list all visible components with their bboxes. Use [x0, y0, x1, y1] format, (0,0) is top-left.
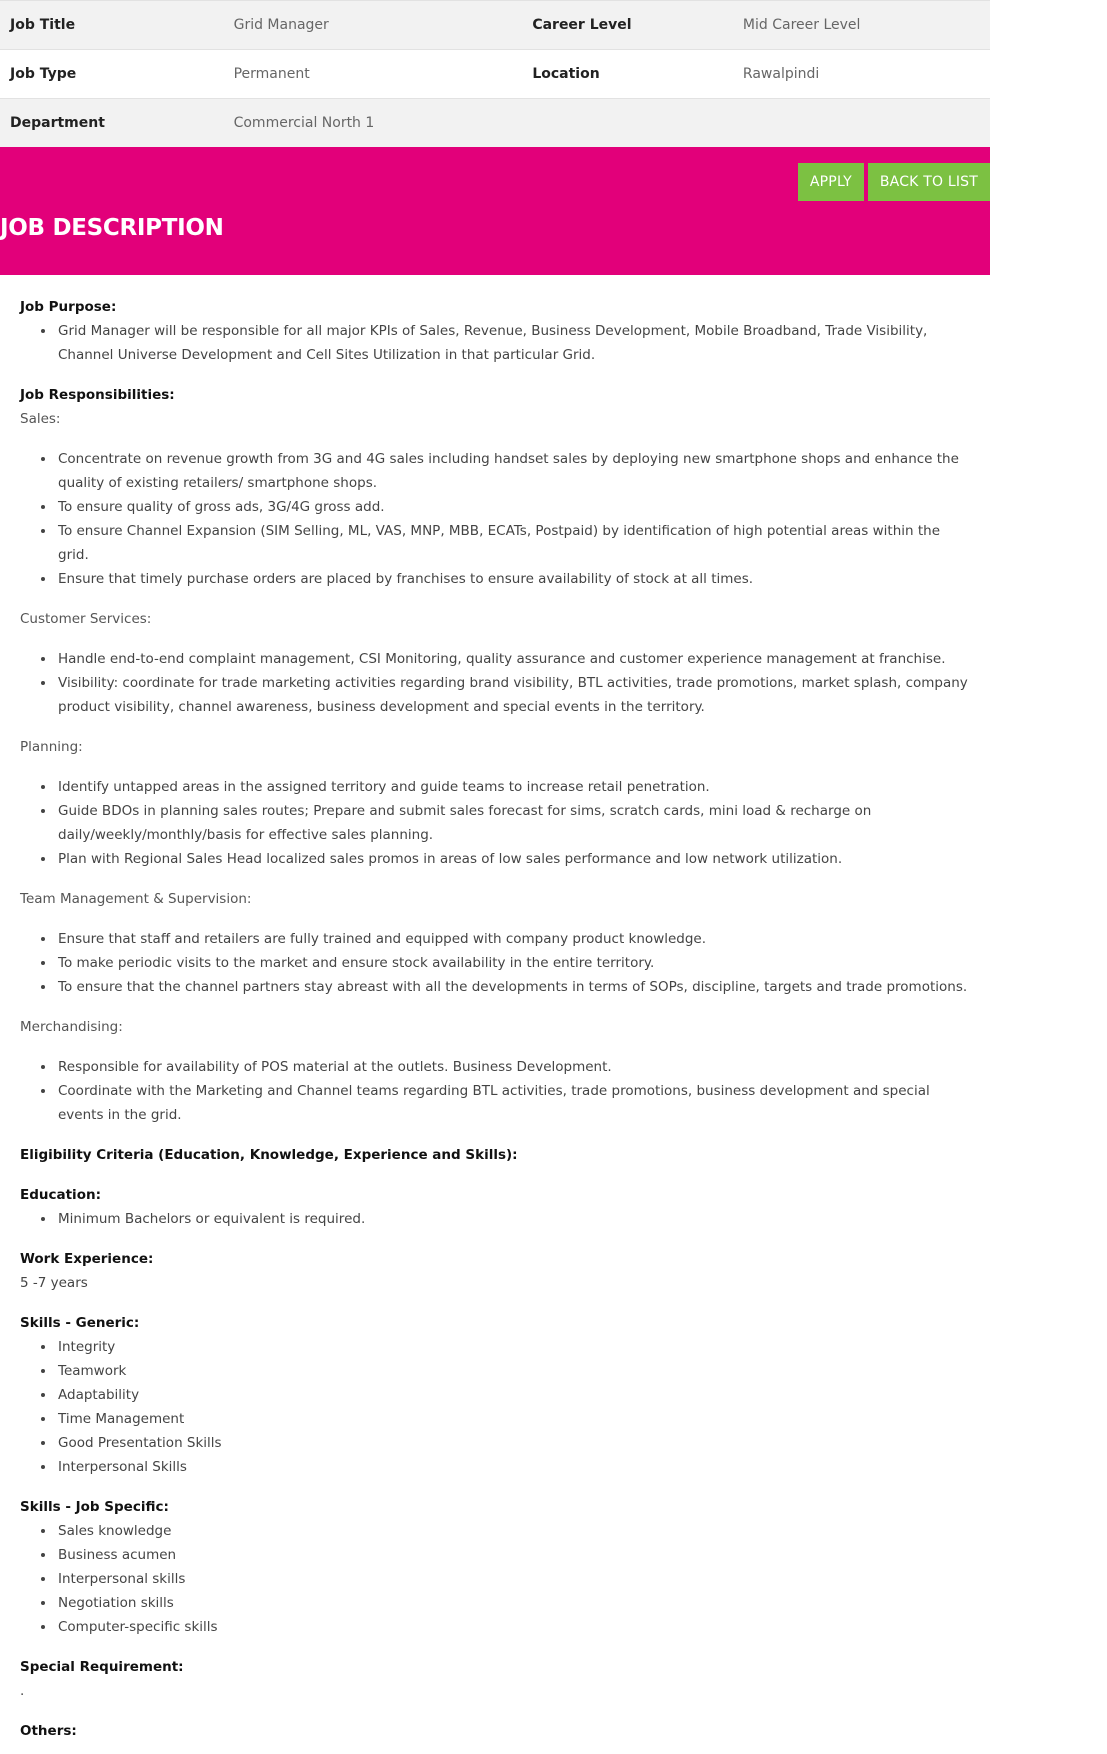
- info-value: Commercial North 1: [224, 99, 523, 148]
- planning-list: [20, 775, 970, 871]
- skills-generic-heading: Skills - Generic:: [20, 1315, 140, 1331]
- job-purpose-heading: Job Purpose:: [20, 299, 117, 315]
- list-item: • Ensure that timely purchase orders are placed by franchises to ensure availability of stock at all times.: [56, 567, 970, 591]
- job-responsibilities-heading: Job Responsibilities:: [20, 387, 175, 403]
- list-item: • Minimum Bachelors or equivalent is required.: [56, 1207, 970, 1231]
- customer-services-subheading: Customer Services:: [20, 611, 152, 627]
- info-label: Career Level: [522, 1, 733, 50]
- list-item: • Interpersonal skills: [56, 1567, 970, 1591]
- list-item: • Concentrate on revenue growth from 3G and 4G sales including handset sales by deploying new smartphone shops and enhance the quality of existing retailers/ smartphone shops.: [56, 447, 970, 495]
- list-item: • Adaptability: [56, 1383, 970, 1407]
- list-item: • Visibility: coordinate for trade marketing activities regarding brand visibility, BTL activities, trade promotions, market splash, company product visibility, channel awareness, business development and special events in the territory.: [56, 671, 970, 719]
- work-experience-text: 5 -7 years: [20, 1275, 88, 1291]
- team-management-subheading: Team Management & Supervision:: [20, 891, 252, 907]
- work-experience-heading: Work Experience:: [20, 1251, 154, 1267]
- job-description-header: [0, 147, 990, 275]
- info-row: [0, 99, 990, 148]
- list-item: • To make periodic visits to the market and ensure stock availability in the entire territory.: [56, 951, 970, 975]
- info-value: Rawalpindi: [733, 50, 990, 99]
- list-item: • Grid Manager will be responsible for all major KPIs of Sales, Revenue, Business Development, Mobile Broadband, Trade Visibility, Channel Universe Development and Cell Sites Utilization in that particular Grid.: [56, 319, 970, 367]
- others-heading: Others:: [20, 1723, 77, 1739]
- skills-generic-list: [20, 1335, 970, 1479]
- list-item: • Integrity: [56, 1335, 970, 1359]
- job-purpose-list: [20, 319, 970, 367]
- sales-list: [20, 447, 970, 591]
- skills-specific-list: [20, 1519, 970, 1639]
- planning-subheading: Planning:: [20, 739, 83, 755]
- list-item: • Ensure that staff and retailers are fully trained and equipped with company product knowledge.: [56, 927, 970, 951]
- list-item: • To ensure Channel Expansion (SIM Selling, ML, VAS, MNP, MBB, ECATs, Postpaid) by identification of high potential areas within the grid.: [56, 519, 970, 567]
- special-requirement-text: .: [20, 1683, 25, 1699]
- info-row: [0, 50, 990, 99]
- info-label: Department: [0, 99, 224, 148]
- customer-services-list: [20, 647, 970, 719]
- list-item: • Interpersonal Skills: [56, 1455, 970, 1479]
- info-label: Job Type: [0, 50, 224, 99]
- section-title: JOB DESCRIPTION: [0, 215, 224, 241]
- back-to-list-button[interactable]: BACK TO LIST: [868, 163, 990, 201]
- job-description-body: [0, 275, 990, 1743]
- info-label: Job Title: [0, 1, 224, 50]
- list-item: • Handle end-to-end complaint management, CSI Monitoring, quality assurance and customer experience management at franchise.: [56, 647, 970, 671]
- list-item: • Good Presentation Skills: [56, 1431, 970, 1455]
- education-heading: Education:: [20, 1187, 101, 1203]
- list-item: • Teamwork: [56, 1359, 970, 1383]
- list-item: • Plan with Regional Sales Head localized sales promos in areas of low sales performance and low network utilization.: [56, 847, 970, 871]
- list-item: • Identify untapped areas in the assigned territory and guide teams to increase retail penetration.: [56, 775, 970, 799]
- list-item: • Sales knowledge: [56, 1519, 970, 1543]
- info-value: Permanent: [224, 50, 523, 99]
- list-item: • Business acumen: [56, 1543, 970, 1567]
- skills-specific-heading: Skills - Job Specific:: [20, 1499, 169, 1515]
- merchandising-subheading: Merchandising:: [20, 1019, 123, 1035]
- list-item: • Time Management: [56, 1407, 970, 1431]
- action-buttons: [798, 163, 990, 201]
- sales-subheading: Sales:: [20, 411, 61, 427]
- list-item: • Responsible for availability of POS material at the outlets. Business Development.: [56, 1055, 970, 1079]
- info-value: Grid Manager: [224, 1, 523, 50]
- info-value: [733, 99, 990, 148]
- eligibility-heading: Eligibility Criteria (Education, Knowledge, Experience and Skills):: [20, 1147, 518, 1163]
- job-info-table: [0, 0, 990, 147]
- info-label: Location: [522, 50, 733, 99]
- special-requirement-heading: Special Requirement:: [20, 1659, 184, 1675]
- info-row: [0, 1, 990, 50]
- team-management-list: [20, 927, 970, 999]
- merchandising-list: [20, 1055, 970, 1127]
- list-item: • Coordinate with the Marketing and Channel teams regarding BTL activities, trade promotions, business development and special events in the grid.: [56, 1079, 970, 1127]
- info-label: [522, 99, 733, 148]
- apply-button[interactable]: APPLY: [798, 163, 864, 201]
- list-item: • To ensure that the channel partners stay abreast with all the developments in terms of SOPs, discipline, targets and trade promotions.: [56, 975, 970, 999]
- list-item: • Negotiation skills: [56, 1591, 970, 1615]
- education-list: [20, 1207, 970, 1231]
- list-item: • To ensure quality of gross ads, 3G/4G gross add.: [56, 495, 970, 519]
- list-item: • Guide BDOs in planning sales routes; Prepare and submit sales forecast for sims, scratch cards, mini load & recharge on daily/weekly/monthly/basis for effective sales planning.: [56, 799, 970, 847]
- list-item: • Computer-specific skills: [56, 1615, 970, 1639]
- info-value: Mid Career Level: [733, 1, 990, 50]
